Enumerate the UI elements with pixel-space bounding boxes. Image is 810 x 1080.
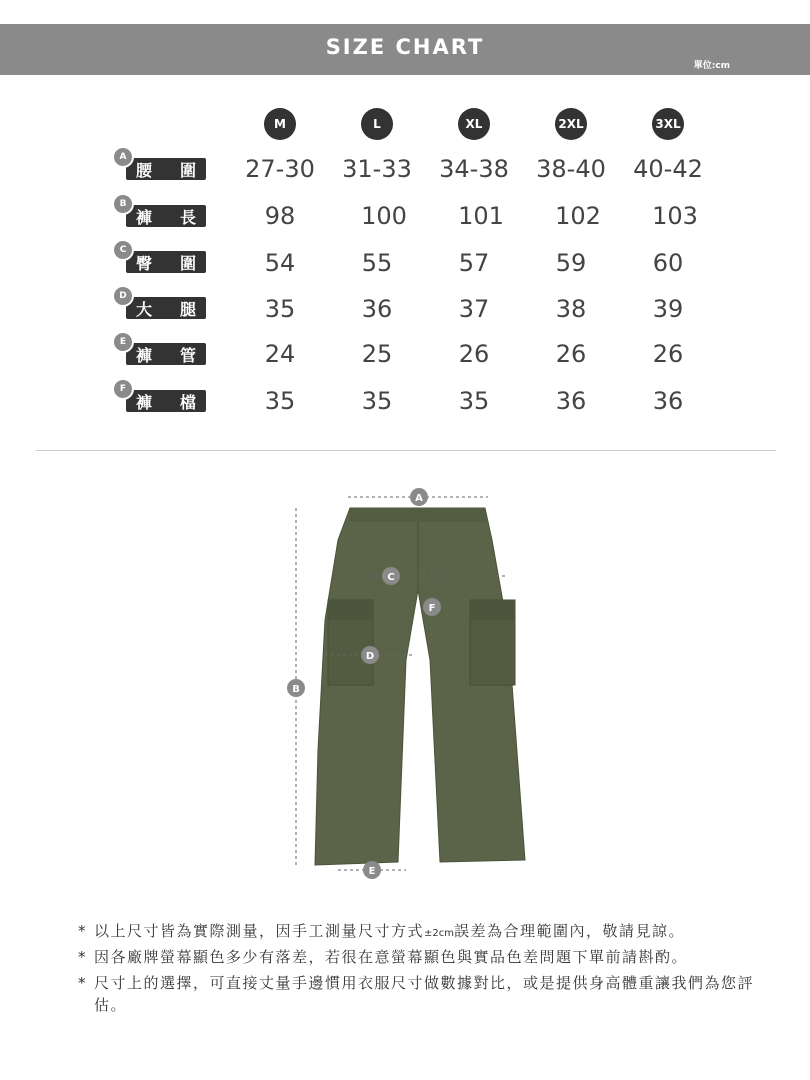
table-cell: 25	[361, 340, 393, 368]
table-cell: 27-30	[245, 155, 315, 183]
row-letter-badge: D	[112, 285, 134, 307]
row-letter-badge: C	[112, 239, 134, 261]
table-cell: 26	[458, 340, 490, 368]
pants-illustration	[315, 508, 525, 865]
table-cell: 103	[652, 202, 698, 230]
table-cell: 35	[264, 387, 296, 415]
note-text: 尺寸上的選擇，可直接丈量手邊慣用衣服尺寸做數據對比，或是提供身高體重讓我們為您評估。	[94, 974, 755, 1014]
size-badge-2xl: 2XL	[555, 108, 587, 140]
note-2	[78, 946, 758, 968]
row-label-char: 腿	[179, 299, 196, 319]
table-cell: 36	[361, 295, 393, 323]
note-1	[78, 920, 758, 945]
row-label-char: 管	[179, 345, 196, 365]
marker-b	[287, 679, 305, 697]
row-label-char: 檔	[179, 392, 196, 412]
table-cell: 38-40	[536, 155, 606, 183]
note-text: 因各廠牌螢幕顯色多少有落差，若很在意螢幕顯色與實品色差問題下單前請斟酌。	[94, 948, 689, 966]
row-letter-badge: F	[112, 378, 134, 400]
table-cell: 36	[555, 387, 587, 415]
marker-label: D	[365, 651, 375, 662]
table-cell: 35	[264, 295, 296, 323]
note-tolerance: ±2cm	[424, 928, 454, 939]
note-bullet: *	[78, 922, 87, 940]
row-label-char: 腰	[136, 160, 153, 180]
section-divider	[36, 450, 776, 451]
marker-label: F	[428, 603, 436, 614]
marker-c	[382, 567, 400, 585]
table-cell: 31-33	[342, 155, 412, 183]
row-label-char: 圍	[179, 253, 196, 273]
table-cell: 102	[555, 202, 601, 230]
table-cell: 60	[652, 249, 684, 277]
row-letter-badge: A	[112, 146, 134, 168]
table-cell: 38	[555, 295, 587, 323]
row-label-char: 大	[136, 299, 153, 319]
size-badge-3xl: 3XL	[652, 108, 684, 140]
table-cell: 24	[264, 340, 296, 368]
table-cell: 26	[652, 340, 684, 368]
table-cell: 55	[361, 249, 393, 277]
marker-label: E	[368, 866, 376, 877]
table-cell: 39	[652, 295, 684, 323]
table-cell: 34-38	[439, 155, 509, 183]
size-badge-xl: XL	[458, 108, 490, 140]
row-label-char: 圍	[179, 160, 196, 180]
page-title: SIZE CHART	[325, 35, 485, 59]
table-cell: 57	[458, 249, 490, 277]
table-cell: 98	[264, 202, 296, 230]
unit-label: 單位:cm	[693, 61, 730, 71]
table-cell: 35	[361, 387, 393, 415]
row-label-hip	[126, 251, 206, 273]
table-cell: 100	[361, 202, 407, 230]
row-label-char: 臀	[136, 253, 153, 273]
marker-f	[423, 598, 441, 616]
table-cell: 26	[555, 340, 587, 368]
table-cell: 36	[652, 387, 684, 415]
size-badge-m: M	[264, 108, 296, 140]
note-bullet: *	[78, 974, 87, 992]
marker-a	[410, 488, 428, 506]
row-label-char: 長	[179, 207, 196, 227]
marker-label: A	[415, 493, 423, 504]
marker-e	[363, 861, 381, 879]
marker-d	[361, 646, 379, 664]
note-text: 以上尺寸皆為實際測量，因手工測量尺寸方式	[94, 922, 425, 940]
note-text: 誤差為合理範圍內，敬請見諒。	[454, 922, 686, 940]
note-3	[78, 972, 759, 1016]
row-label-char: 褲	[136, 345, 153, 365]
row-letter-badge: B	[112, 193, 134, 215]
header-bar	[0, 24, 810, 75]
marker-label: C	[387, 572, 395, 583]
row-label-waist	[126, 158, 206, 180]
table-cell: 54	[264, 249, 296, 277]
row-label-leg-opening	[126, 343, 206, 365]
size-badge-l: L	[361, 108, 393, 140]
table-cell: 40-42	[633, 155, 703, 183]
row-label-thigh	[126, 297, 206, 319]
row-label-rise	[126, 390, 206, 412]
table-cell: 59	[555, 249, 587, 277]
table-cell: 37	[458, 295, 490, 323]
table-cell: 101	[458, 202, 504, 230]
note-bullet: *	[78, 948, 87, 966]
table-cell: 35	[458, 387, 490, 415]
row-label-char: 褲	[136, 207, 153, 227]
marker-label: B	[292, 684, 300, 695]
row-label-char: 褲	[136, 392, 153, 412]
pants-diagram	[280, 480, 540, 890]
row-label-length	[126, 205, 206, 227]
row-letter-badge: E	[112, 331, 134, 353]
